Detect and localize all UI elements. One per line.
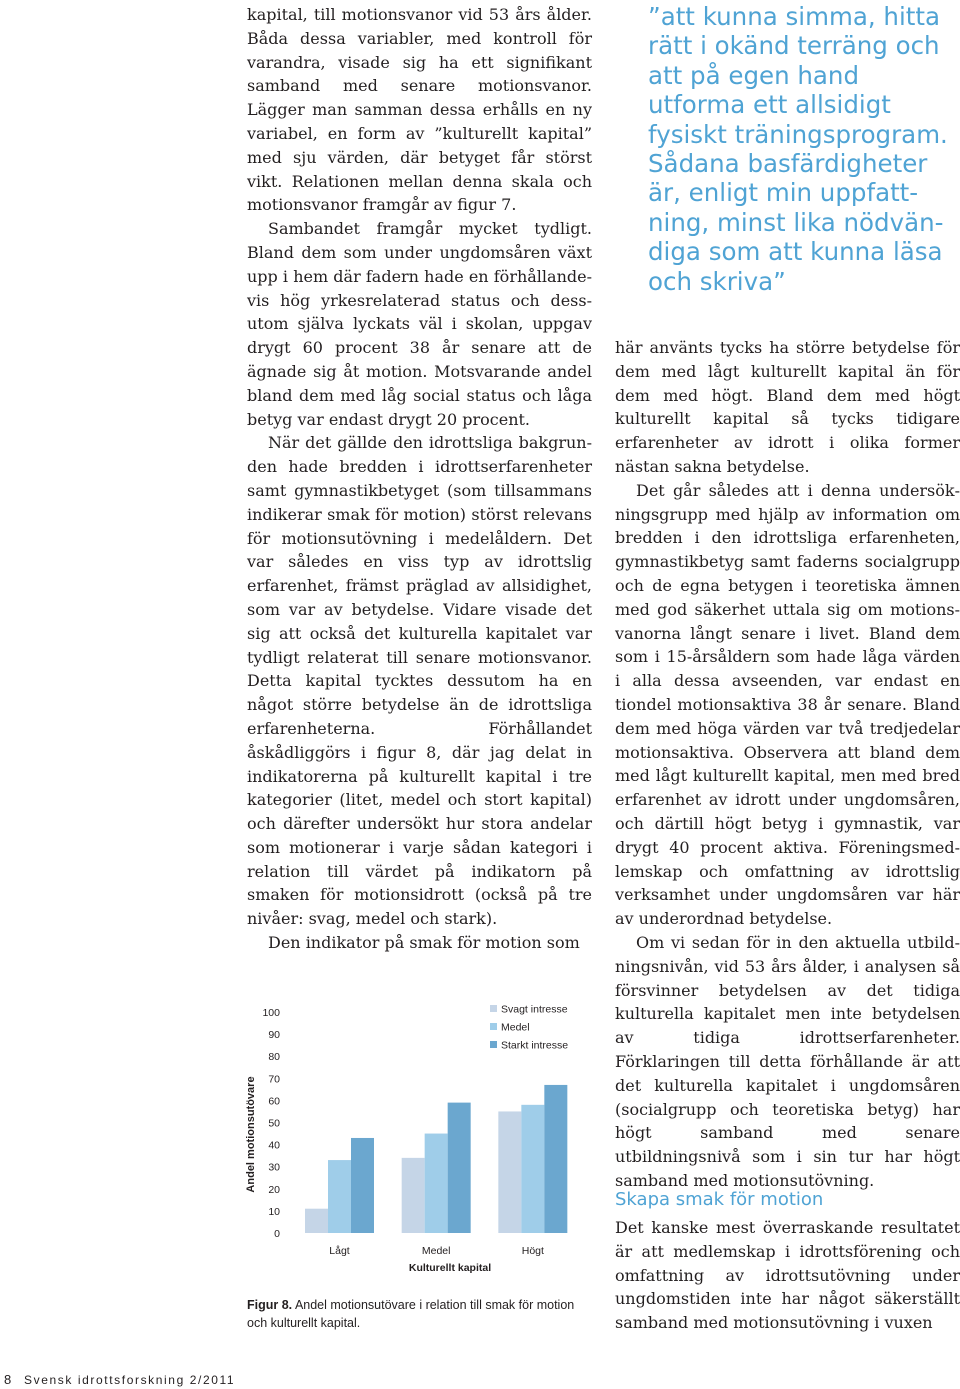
y-tick-label: 30 [268,1161,280,1174]
y-tick-label: 70 [268,1073,280,1086]
paragraph: här använts tycks ha större betydelse för dem med lågt kulturellt kapital än för dem med högt. Bland dem med högt kulturellt kapital så tycks tidigare erfarenheter av idrott i olika former nästan sakna betydelse. [615,338,960,476]
y-tick-label: 10 [268,1205,280,1218]
legend-swatch [490,1041,497,1048]
y-tick-label: 80 [268,1051,280,1064]
body-column-left [247,3,592,955]
y-tick-label: 60 [268,1095,280,1108]
body-column-right-continued [615,1216,960,1335]
section-heading: Skapa smak för motion [615,1189,824,1210]
paragraph: Det går således att i denna undersökningsgrupp med hjälp av information om bredden i den idrottsliga erfarenheten, gymnastikbetyg samt faderns socialgrupp och de egna betygen i teoretiska ämnen med god säkerhet uttala sig om motionsvanorna långt senare i livet. Bland dem som i 15-årsåldern som hade låga värden i alla dessa avseenden, var endast en tiondel motionsaktiva 38 år senare. Bland dem med höga värden var två tredjedelar motionsaktiva. Observera att bland dem med lågt kulturellt kapital, men med bred erfarenhet av idrott under ungdomsåren, och därtill högt betyg i gymnastik, var drygt 40 procent aktiva. Föreningsmedlemskap och omfattning av idrottslig verksamhet under ungdomsåren var här av underordnad betydelse. [615,480,960,929]
y-tick-label: 0 [274,1228,280,1240]
bar [425,1134,448,1233]
figure-caption [247,1296,577,1332]
x-axis-label: Kulturellt kapital [408,1262,492,1274]
figure-caption-text: Andel motionsutövare i relation till smak för motion och kulturellt kapital. [247,1298,575,1330]
body-column-right [615,336,960,1193]
legend-entry: Medel [501,1021,530,1034]
pull-quote: ”att kunna simma, hitta rätt i okänd terräng och att på egen hand utforma ett allsidigt fysiskt träningsprogram. Sådana basfärdigheter är, enligt min uppfattning, minst lika nödvändiga som att kunna läsa och skriva” [648,2,948,296]
paragraph: När det gällde den idrottsliga bakgrunden hade bredden i idrottserfarenheter samt gymnastikbetyget (som tillsammans indikerar smak för motion) störst relevans för motionsutövning i medelåldern. Det var således en viss typ av idrottslig erfarenhet, främst präglad av allsidighet, som var av betydelse. Vidare visade det sig att också det kulturella kapitalet var tydligt relaterat till senare motionsvanor. Detta kapital tycktes dessutom ha en något större betydelse än de idrottsliga erfarenheterna. Förhållandet åskådliggörs i figur 8, där jag delat in indikatorerna på kulturellt kapital i tre kategorier (litet, medel och stort kapital) och därefter undersökt hur stora andelar som motionerar i varje sådan kategori i relation till värdet på indikatorn på smaken för motionsidrott (också på tre nivåer: svag, medel och stark). [247,433,592,929]
bar [351,1138,374,1233]
journal-name: Svensk idrottsforskning 2/2011 [24,1373,236,1387]
y-tick-label: 40 [268,1139,280,1152]
y-axis-label: Andel motionsutövare [245,1076,257,1193]
paragraph: Sambandet framgår mycket tydligt. Bland dem som under ungdomsåren växt upp i hem där fadern hade en förhållandevis hög yrkesrelaterad status och dessutom själva lyckats väl i skolan, uppgav drygt 60 procent 38 år senare att de ägnade sig åt motion. Motsvarande andel bland dem med låg social status och låga betyg var endast drygt 20 procent. [247,219,592,429]
paragraph: Den indikator på smak för motion som [268,933,580,953]
legend-swatch [490,1005,497,1012]
y-tick-label: 100 [262,1007,280,1019]
y-tick-label: 20 [268,1183,280,1196]
legend-entry: Svagt intresse [501,1003,568,1016]
x-tick-label: Lågt [329,1245,350,1257]
figure-8-bar-chart [240,995,590,1285]
paragraph: kapital, till motionsvanor vid 53 års ålder. Båda dessa variabler, med kontroll för varandra, visade sig ha ett signifikant samband med senare motionsvanor. Lägger man samman dessa erhålls en ny variabel, en form av ”kulturellt kapital” med sju värden, där betyget får störst vikt. Relationen mellan denna skala och motionsvanor framgår av figur 7. [247,5,592,215]
legend-entry: Starkt intresse [501,1039,569,1052]
bar [402,1158,425,1233]
bar [448,1103,471,1233]
x-tick-label: Medel [421,1245,451,1257]
page-number: 8 [4,1372,12,1387]
bar [328,1160,351,1233]
bar [521,1105,544,1233]
bar [544,1085,567,1233]
bar [498,1111,521,1233]
bar [305,1209,328,1233]
x-tick-label: Högt [521,1245,544,1257]
figure-label: Figur 8. [247,1298,293,1312]
y-tick-label: 50 [268,1117,280,1130]
paragraph: Om vi sedan för in den aktuella utbildningsnivån, vid 53 års ålder, i analysen så försvinner betydelsen av det tidiga kulturella kapitalet men inte betydelsen av tidiga idrottserfarenheter. Förklaringen till detta förhållande är att det kulturella kapitalet i ungdomsåren (socialgrupp och teoretiska betyg) har högt samband med senare utbildningsnivå som i sin tur har högt samband med motionsutövning. [615,932,960,1190]
paragraph: Det kanske mest överraskande resultatet är att medlemskap i idrottsförening och omfattning av idrottsutövning under ungdomstiden inte har något säkerställt samband med motionsutövning i vuxen [615,1218,960,1333]
legend-swatch [490,1023,497,1030]
y-tick-label: 90 [268,1029,280,1042]
